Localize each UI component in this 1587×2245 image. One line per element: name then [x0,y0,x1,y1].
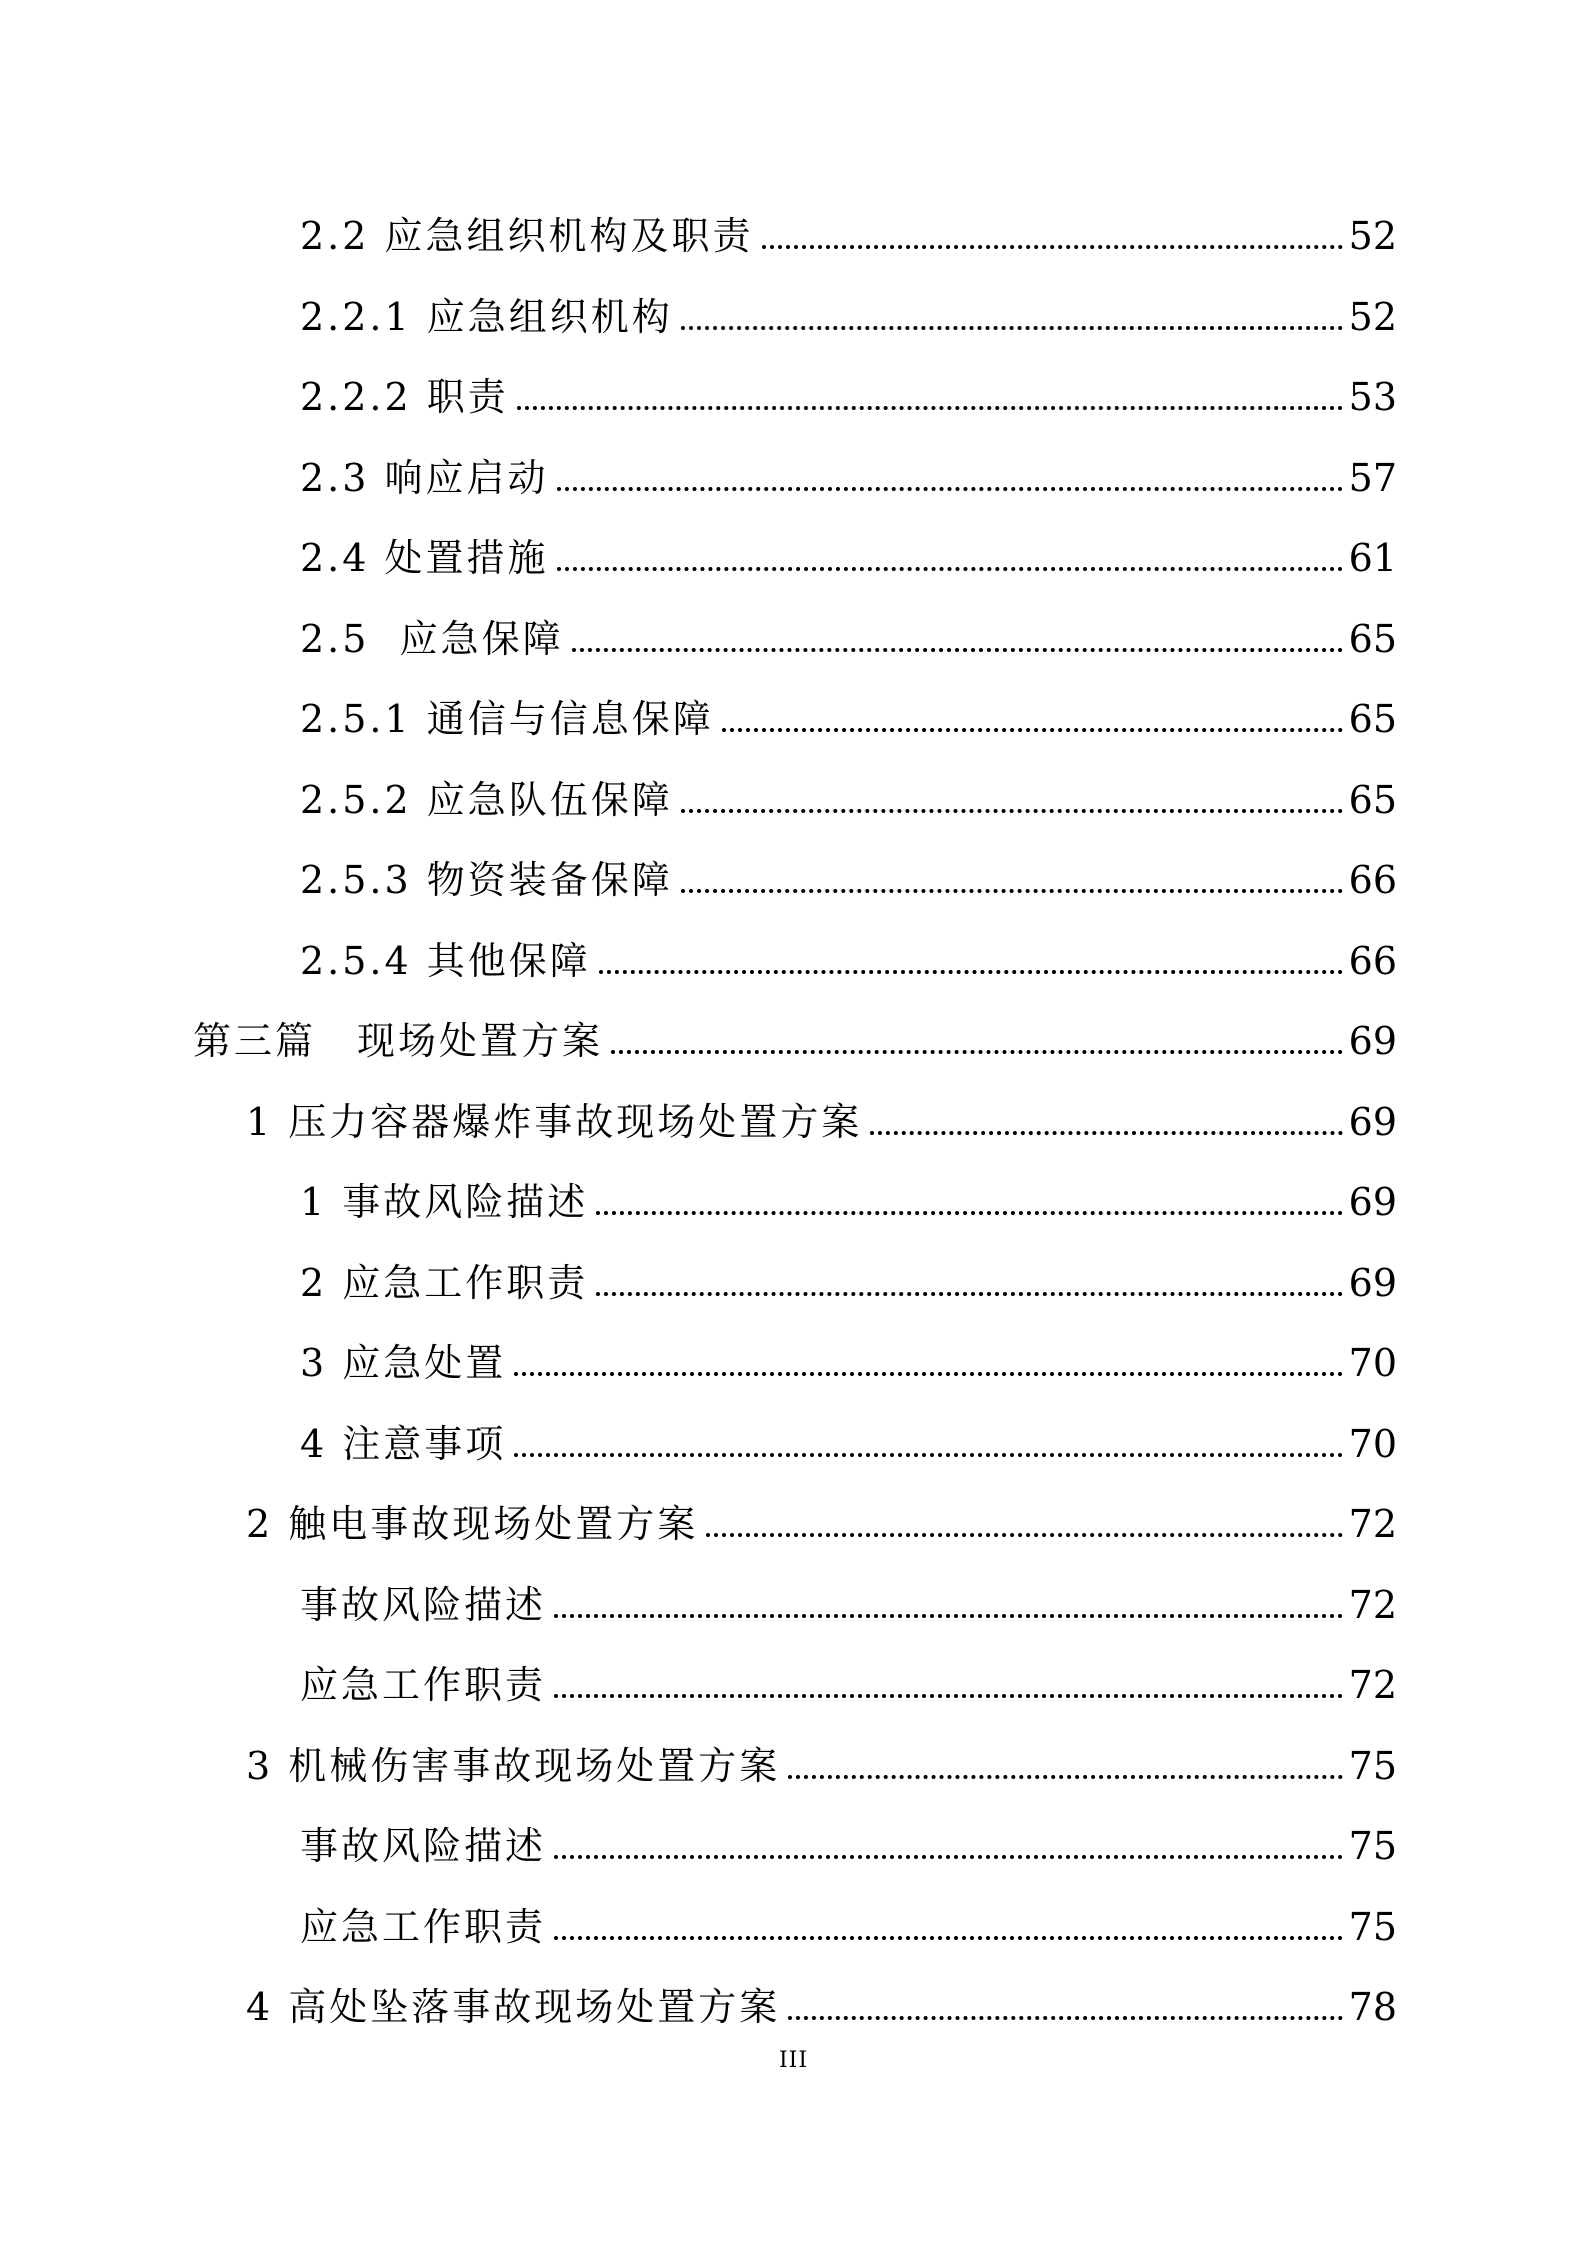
toc-entry-title: 事故风险描述 [300,1824,547,1869]
toc-entry-title: 2.5.2 应急队伍保障 [300,777,673,822]
page-number: III [778,2048,809,2073]
toc-entry-title: 2.2 应急组织机构及职责 [300,214,754,259]
toc-dot-leader [611,1050,1343,1054]
toc-entry-title: 应急工作职责 [300,1663,547,1708]
toc-entry-title: 1 压力容器爆炸事故现场处置方案 [246,1099,863,1144]
toc-dot-leader [596,1292,1342,1296]
toc-dot-leader [554,1614,1343,1618]
toc-entry[interactable] [0,1082,1587,1163]
toc-entry-title: 2 触电事故现场处置方案 [246,1502,699,1547]
toc-entry-page-number: 69 [1348,1099,1397,1144]
toc-dot-leader [596,1211,1342,1215]
toc-entry[interactable] [0,1323,1587,1404]
toc-entry[interactable] [0,1887,1587,1968]
toc-entry-page-number: 72 [1348,1582,1397,1627]
toc-entry-page-number: 69 [1348,1260,1397,1305]
toc-entry-page-number: 78 [1348,1985,1397,2030]
toc-entry[interactable] [0,196,1587,277]
toc-dot-leader [681,889,1343,893]
toc-dot-leader [788,2016,1342,2020]
toc-dot-leader [706,1533,1342,1537]
toc-entry-title: 2.5.4 其他保障 [300,938,591,983]
toc-dot-leader [599,970,1343,974]
toc-entry[interactable] [0,277,1587,358]
toc-entry-title: 4 高处坠落事故现场处置方案 [246,1985,781,2030]
toc-entry-page-number: 70 [1348,1421,1397,1466]
toc-entry[interactable] [0,760,1587,841]
toc-dot-leader [762,245,1343,249]
toc-entry[interactable] [0,1645,1587,1726]
toc-dot-leader [722,728,1343,732]
toc-dot-leader [557,567,1343,571]
toc-entry[interactable] [0,1565,1587,1646]
toc-dot-leader [788,1775,1342,1779]
toc-entry[interactable] [0,679,1587,760]
toc-entry[interactable] [0,1806,1587,1887]
toc-entry-page-number: 65 [1348,697,1397,742]
toc-entry-title: 2.5.1 通信与信息保障 [300,697,714,742]
toc-entry-page-number: 75 [1348,1904,1397,1949]
toc-entry-page-number: 66 [1348,938,1397,983]
toc-entry-title: 2.3 响应启动 [300,455,549,500]
toc-entry-page-number: 53 [1348,375,1397,420]
toc-entry[interactable] [0,438,1587,519]
toc-entry[interactable] [0,518,1587,599]
toc-entry-title: 2.5 应急保障 [300,616,564,661]
toc-entry[interactable] [0,1001,1587,1082]
toc-entry-page-number: 52 [1348,214,1397,259]
toc-entry-page-number: 72 [1348,1502,1397,1547]
toc-entry[interactable] [0,921,1587,1002]
toc-entry-title: 3 应急处置 [300,1341,507,1386]
toc-entry-page-number: 52 [1348,294,1397,339]
toc-dot-leader [554,1855,1343,1859]
toc-entry-page-number: 75 [1348,1824,1397,1869]
toc-entry-title: 4 注意事项 [300,1421,507,1466]
toc-entry-title: 事故风险描述 [300,1582,547,1627]
toc-dot-leader [514,1453,1342,1457]
toc-entry-page-number: 57 [1348,455,1397,500]
toc-entry-title: 应急工作职责 [300,1904,547,1949]
toc-entry[interactable] [0,840,1587,921]
toc-entry-page-number: 72 [1348,1663,1397,1708]
toc-entry[interactable] [0,357,1587,438]
toc-entry[interactable] [0,599,1587,680]
toc-entry-title: 第三篇 现场处置方案 [193,1019,604,1064]
toc-entry-title: 2.2.1 应急组织机构 [300,294,673,339]
toc-entry-title: 2 应急工作职责 [300,1260,589,1305]
toc-dot-leader [681,809,1343,813]
toc-dot-leader [557,487,1343,491]
toc-entry[interactable] [0,1967,1587,2048]
toc-entry-title: 1 事故风险描述 [300,1180,589,1225]
toc-entry-title: 2.5.3 物资装备保障 [300,858,673,903]
toc-entry[interactable] [0,1404,1587,1485]
table-of-contents [0,196,1587,2048]
toc-dot-leader [681,326,1343,330]
toc-dot-leader [870,1131,1342,1135]
toc-dot-leader [554,1936,1343,1940]
toc-dot-leader [554,1694,1343,1698]
toc-entry-page-number: 65 [1348,616,1397,661]
toc-entry-title: 2.4 处置措施 [300,536,549,581]
toc-entry-page-number: 65 [1348,777,1397,822]
toc-entry-page-number: 69 [1348,1180,1397,1225]
toc-entry-title: 2.2.2 职责 [300,375,509,420]
toc-dot-leader [572,648,1343,652]
toc-entry-title: 3 机械伤害事故现场处置方案 [246,1743,781,1788]
toc-entry-page-number: 75 [1348,1743,1397,1788]
toc-entry-page-number: 70 [1348,1341,1397,1386]
toc-entry[interactable] [0,1484,1587,1565]
toc-entry[interactable] [0,1162,1587,1243]
toc-entry-page-number: 66 [1348,858,1397,903]
toc-entry-page-number: 61 [1348,536,1397,581]
toc-entry-page-number: 69 [1348,1019,1397,1064]
toc-entry[interactable] [0,1726,1587,1807]
toc-entry[interactable] [0,1243,1587,1324]
toc-dot-leader [514,1372,1342,1376]
toc-dot-leader [517,406,1343,410]
